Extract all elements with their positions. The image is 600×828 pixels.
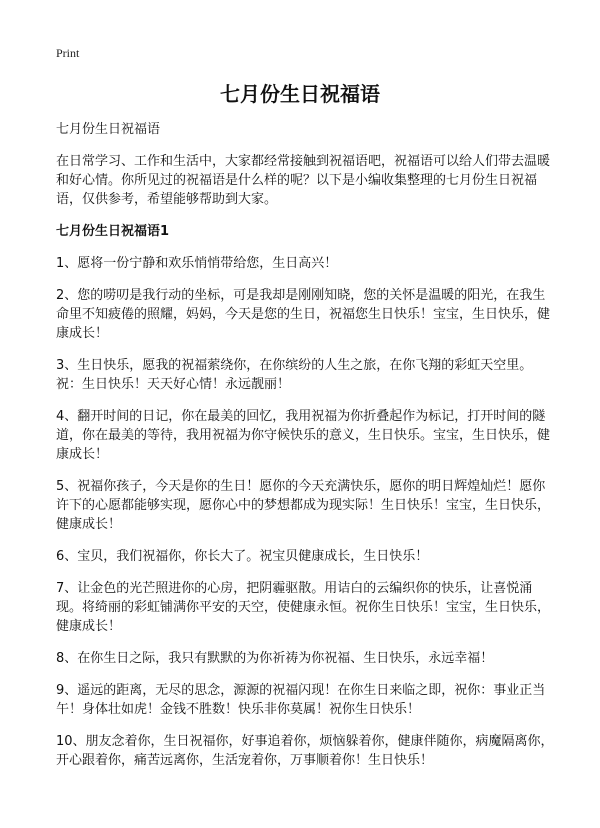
- list-item: 2、您的唠叨是我行动的坐标，可是我却是刚刚知晓，您的关怀是温暖的阳光，在我生命里不知疲倦的照耀，妈妈，今天是您的生日，祝福您生日快乐！宝宝，生日快乐，健康成长！: [56, 288, 551, 341]
- list-item: 8、在你生日之际，我只有默默的为你祈祷为你祝福、生日快乐，永远幸福！: [56, 651, 494, 666]
- list-item: 7、让金色的光芒照进你的心房，把阴霾驱散。用诘白的云编织你的快乐，让喜悦涌现。将绮丽的彩虹铺满你平安的天空，使健康永恒。祝你生日快乐！宝宝，生日快乐，健康成长！: [56, 581, 551, 634]
- list-item: 6、宝贝，我们祝福你，你长大了。祝宝贝健康成长，生日快乐！: [56, 549, 429, 564]
- list-item: 10、朋友念着你，生日祝福你，好事追着你，烦恼躲着你，健康伴随你，病魔隔离你，开心跟着你，痛苦远离你，生活宠着你，万事顺着你！生日快乐！: [56, 734, 554, 768]
- intro-paragraph: 在日常学习、工作和生活中，大家都经常接触到祝福语吧，祝福语可以给人们带去温暖和好心情。你所见过的祝福语是什么样的呢？以下是小编收集整理的七月份生日祝福语，仅供参考，希望能够帮助到大家。: [56, 154, 551, 207]
- list-item: 4、翻开时间的日记，你在最美的回忆，我用祝福为你折叠起作为标记，打开时间的隧道，你在最美的等待，我用祝福为你守候快乐的意义，生日快乐。宝宝，生日快乐，健康成长！: [56, 409, 551, 462]
- list-item: 3、生日快乐，愿我的祝福萦绕你，在你缤纷的人生之旅，在你飞翔的彩虹天空里。祝：生日快乐！天天好心情！永远靓丽！: [56, 358, 533, 392]
- list-item: 9、遥远的距离，无尽的思念，源源的祝福闪现！在你生日来临之即，祝你：事业正当午！身体壮如虎！金钱不胜数！快乐非你莫属！祝你生日快乐！: [56, 683, 546, 717]
- subtitle: 七月份生日祝福语: [56, 122, 161, 137]
- page-title: 七月份生日祝福语: [220, 82, 380, 106]
- print-label: Print: [56, 46, 80, 60]
- list-item: 1、愿将一份宁静和欢乐悄悄带给您，生日高兴！: [56, 256, 338, 271]
- document-body: [56, 120, 556, 783]
- list-item: 5、祝福你孩子，今天是你的生日！愿你的今天充满快乐，愿你的明日辉煌灿烂！愿你许下的心愿都能够实现，愿你心中的梦想都成为现实际！生日快乐！宝宝，生日快乐，健康成长！: [56, 479, 551, 532]
- section-title: 七月份生日祝福语1: [56, 224, 170, 239]
